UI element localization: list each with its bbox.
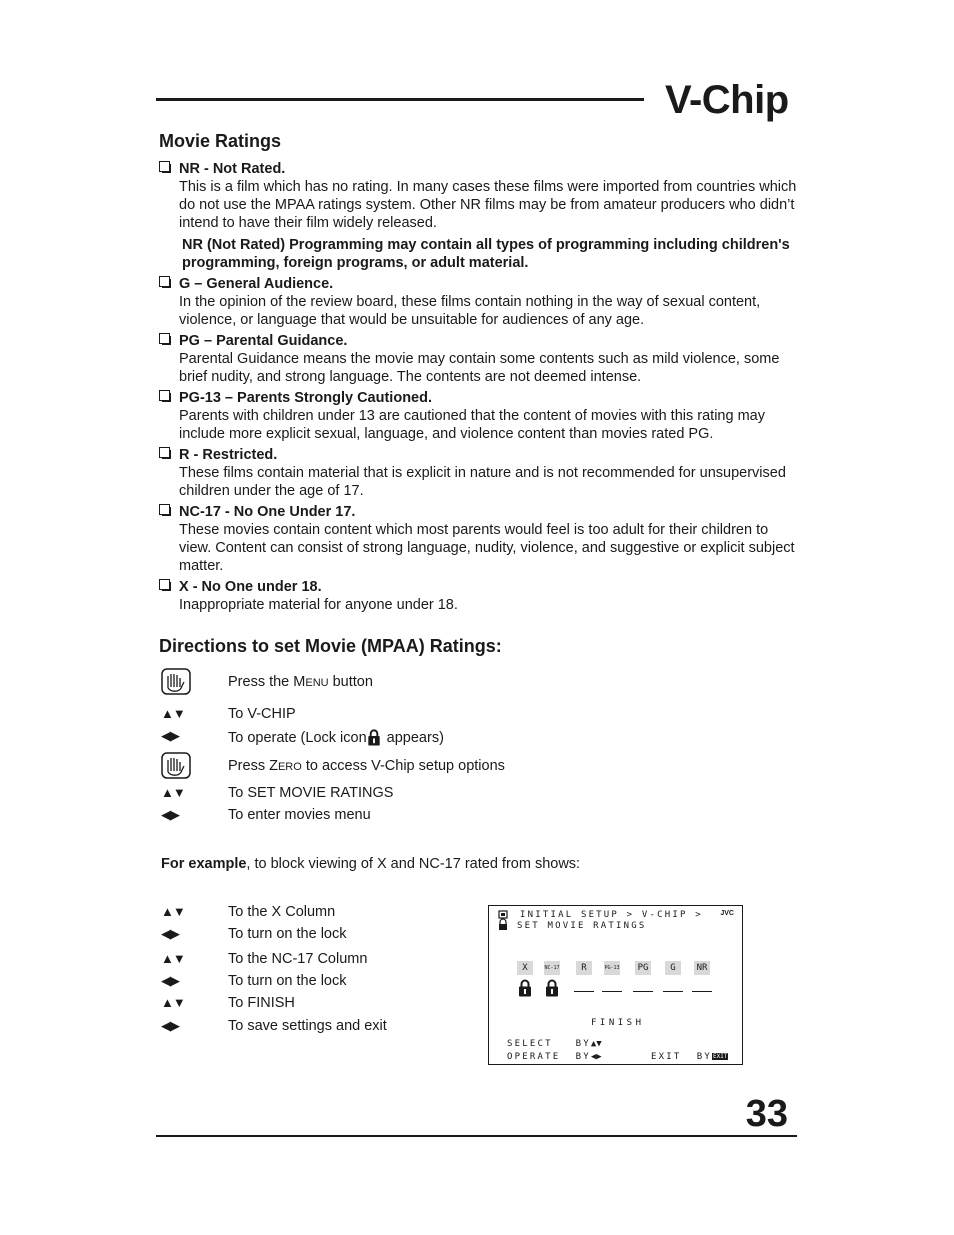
instruction-step [159,726,659,754]
step-text: To the X Column [228,904,336,920]
rating-description: Parents with children under 13 are cautioned that the content of movies with this rating may include more explicit sexual, language, and violence content than movies rated PG. [179,408,765,442]
chapter-title: V-Chip [665,78,789,122]
rating-column[interactable]: PG [635,961,651,975]
hand-icon [161,752,201,783]
rating-title: NR - Not Rated. [179,161,286,177]
rating-description: Parental Guidance means the movie may contain some contents such as mild violence, some brief nudity, and strong language. The contents are not deemed intense. [179,351,780,385]
step-text: To turn on the lock [228,973,347,989]
rating-title: G – General Audience. [179,276,334,292]
rating-description: These films contain material that is explicit in nature and is not recommended for unsupervised children under the age of 17. [179,465,786,499]
lock-icon [545,978,559,997]
step-text: To save settings and exit [228,1018,387,1034]
unlocked-dash [633,991,653,992]
left-right-arrows-icon: ◀▶ [161,1018,179,1033]
menu-breadcrumb: INITIAL SETUP > V-CHIP > [520,910,703,920]
checkbox-bullet-icon [159,276,170,287]
left-right-arrows-icon: ◀▶ [161,973,179,988]
step-text: To operate (Lock icon appears) [228,730,444,746]
unlocked-dash [574,991,594,992]
example-text: , to block viewing of X and NC-17 rated from shows: [246,856,581,872]
checkbox-bullet-icon [159,447,170,458]
left-right-key-icon: ◀▶ [590,1052,602,1062]
rating-column[interactable]: NC-17 [544,961,560,975]
select-hint: SELECT BY▲▼ [507,1039,602,1049]
example-intro [161,856,580,872]
unlocked-dash [692,991,712,992]
instruction-step [159,754,659,783]
tv-menu-screen [488,905,743,1065]
rating-item [159,160,799,272]
example-lead: For example [161,856,247,872]
unlocked-dash [663,991,683,992]
up-down-key-icon: ▲▼ [590,1039,602,1049]
step-text: To enter movies menu [228,807,371,823]
rating-column[interactable]: X [517,961,533,975]
rating-title: PG – Parental Guidance. [179,333,348,349]
brand-logo: JVC [720,910,734,917]
rating-item [159,389,799,443]
menu-setup-icons [497,910,509,932]
checkbox-bullet-icon [159,504,170,515]
left-right-arrows-icon: ◀▶ [161,728,179,743]
rating-column[interactable]: NR [694,961,710,975]
menu-subtitle: SET MOVIE RATINGS [517,921,647,931]
exit-hint: EXIT BYEXIT [651,1052,728,1062]
rating-description: These movies contain content which most parents would feel is too adult for their children to view. Content can consist of strong language, nudity, violence, and suggestive or explicit subject matter. [179,522,795,574]
rating-note: NR (Not Rated) Programming may contain all types of programming including children's programming, foreign programs, or adult material. [182,237,790,271]
rating-title: NC-17 - No One Under 17. [179,504,356,520]
header-rule [156,98,644,101]
page-number: 33 [745,1093,788,1135]
instruction-step [159,704,659,726]
left-right-arrows-icon: ◀▶ [161,926,179,941]
checkbox-bullet-icon [159,333,170,344]
step-text: To FINISH [228,995,295,1011]
rating-item [159,503,799,575]
directions-heading: Directions to set Movie (MPAA) Ratings: [159,636,502,656]
rating-column[interactable]: PG-13 [604,961,620,975]
up-down-arrows-icon: ▲▼ [161,904,185,919]
rating-item [159,275,799,329]
footer-rule [156,1135,797,1137]
rating-item [159,446,799,500]
step-text: To V-CHIP [228,706,296,722]
up-down-arrows-icon: ▲▼ [161,951,185,966]
lock-icon [518,978,532,997]
rating-description: In the opinion of the review board, these films contain nothing in the way of sexual content, violence, or language that would be unsuitable for audiences of any age. [179,294,761,328]
step-text: To SET MOVIE RATINGS [228,785,394,801]
unlocked-dash [602,991,622,992]
up-down-arrows-icon: ▲▼ [161,995,185,1010]
step-text: To the NC-17 Column [228,951,368,967]
instruction-step [159,783,659,805]
instruction-step [159,670,659,704]
hand-icon [161,668,201,699]
finish-option: FINISH [591,1018,645,1028]
up-down-arrows-icon: ▲▼ [161,785,185,800]
step-text: Press the MENU button [228,674,373,690]
step-text: Press ZERO to access V-Chip setup options [228,758,505,774]
rating-description: This is a film which has no rating. In many cases these films were imported from countries which do not use the MPAA ratings system. Other NR films may be from amateur producers who didn’t intend to have their film widely released. [179,179,797,231]
movie-ratings-heading: Movie Ratings [159,131,282,151]
rating-title: X - No One under 18. [179,579,322,595]
up-down-arrows-icon: ▲▼ [161,706,185,721]
rating-column[interactable]: R [576,961,592,975]
rating-description: Inappropriate material for anyone under 18. [179,597,458,613]
operate-hint: OPERATE BY◀▶ [507,1052,602,1062]
rating-item [159,578,799,614]
checkbox-bullet-icon [159,390,170,401]
left-right-arrows-icon: ◀▶ [161,807,179,822]
rating-title: PG-13 – Parents Strongly Cautioned. [179,390,432,406]
checkbox-bullet-icon [159,161,170,172]
instruction-step [159,805,659,827]
rating-item [159,332,799,386]
rating-title: R - Restricted. [179,447,278,463]
rating-column[interactable]: G [665,961,681,975]
lock-icon [367,728,381,746]
exit-key-icon: EXIT [712,1053,728,1060]
movie-ratings-list [159,160,799,617]
directions-steps [159,670,659,827]
step-text: To turn on the lock [228,926,347,942]
checkbox-bullet-icon [159,579,170,590]
